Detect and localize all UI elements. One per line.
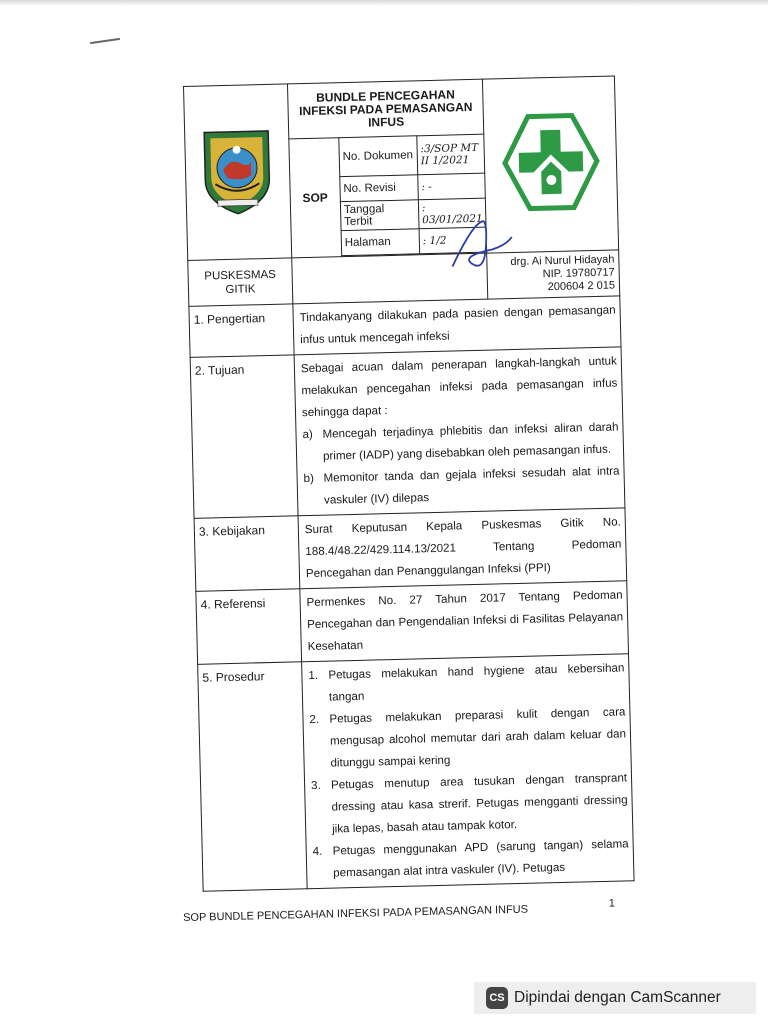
tanggal-terbit-label: Tanggal Terbit	[340, 200, 419, 231]
tujuan-list	[302, 416, 620, 512]
puskesmas-cross-icon	[499, 111, 601, 213]
signature-area	[292, 253, 489, 304]
signatory-nip-cont: 200604 2 015	[547, 279, 616, 294]
camscanner-badge	[474, 982, 756, 1014]
section-label-tujuan: 2. Tujuan	[190, 355, 298, 518]
tanggal-terbit-value: : 03/01/2021	[418, 198, 486, 229]
section-kebijakan	[298, 508, 627, 589]
list-item: b) Memonitor tanda dan gejala infeksi sesudah alat intra vaskuler (IV) dilepas	[303, 464, 620, 507]
no-dokumen-value: :3/SOP MT II 1/2021	[417, 134, 485, 175]
section-tujuan	[294, 347, 625, 516]
list-item: 4. Petugas menggunakan APD (sarung tangan) selama pemasangan alat intra vaskuler (IV). Petugas	[312, 837, 629, 880]
camscanner-text: Dipindai dengan CamScanner	[514, 989, 721, 1006]
section-pengertian	[293, 296, 621, 355]
footer-title: SOP BUNDLE PENCEGAHAN INFEKSI PADA PEMASANGAN INFUS	[183, 903, 529, 924]
section-label-prosedur: 5. Prosedur	[198, 662, 307, 891]
kebijakan-text: Surat Keputusan Kepala Puskesmas Gitik No. 188.4/48.22/429.114.13/2021 Tentang Pedoman Pencegahan dan Penanggulangan Infeksi (PPI)	[304, 515, 622, 581]
halaman-label: Halaman	[341, 229, 420, 256]
signatory-nip: NIP. 19780717	[542, 266, 615, 281]
pen-mark	[90, 38, 120, 44]
sop-title: BUNDLE PENCEGAHAN INFEKSI PADA PEMASANGAN INFUS	[287, 79, 484, 139]
regency-emblem-cell	[184, 84, 292, 260]
top-shadow	[0, 0, 768, 6]
section-label-pengertian: 1. Pengertian	[189, 304, 294, 358]
regency-emblem-icon	[196, 121, 278, 219]
signatory-name: drg. Ai Nurul Hidayah	[510, 253, 615, 269]
referensi-text: Permenkes No. 27 Tahun 2017 Tentang Pedoman Pencegahan dan Pengendalian Infeksi di Fasilitas Pelayanan Kesehatan	[306, 588, 624, 654]
section-referensi	[300, 581, 629, 662]
pengertian-text: Tindakanyang dilakukan pada pasien dengan pemasangan infus untuk mencegah infeksi	[299, 303, 616, 347]
page-number: 1	[608, 897, 616, 910]
no-dokumen-label: No. Dokumen	[339, 136, 418, 177]
no-revisi-label: No. Revisi	[340, 175, 419, 202]
sop-document	[183, 75, 635, 891]
puskesmas-name: PUSKESMAS GITIK	[188, 258, 293, 307]
list-item: a) Mencegah terjadinya phlebitis dan infeksi aliran darah primer (IADP) yang disebabkan oleh pemasangan infus.	[302, 420, 619, 463]
list-item: 3. Petugas menutup area tusukan dengan transprant dressing atau kasa strerif. Petugas mengganti dressing jika lepas, basah atau tampak kotor.	[310, 771, 628, 836]
page-footer	[183, 897, 616, 924]
sop-table	[183, 75, 635, 891]
list-item: 2. Petugas melakukan preparasi kulit dengan cara mengusap alcohol memutar dari arah dalam keluar dan ditunggu sampai kering	[309, 705, 627, 770]
section-prosedur	[302, 654, 635, 889]
camscanner-icon: CS	[486, 987, 508, 1009]
halaman-value: : 1/2	[419, 227, 487, 254]
section-label-kebijakan: 3. Kebijakan	[194, 516, 300, 592]
section-label-referensi: 4. Referensi	[196, 589, 302, 665]
sop-label: SOP	[289, 138, 342, 258]
no-revisi-value: : -	[418, 173, 486, 200]
signature-icon	[441, 215, 522, 277]
prosedur-list	[308, 657, 629, 885]
list-item: 1. Petugas melakukan hand hygiene atau kebersihan tangan	[308, 661, 625, 704]
tujuan-intro: Sebagai acuan dalam penerapan langkah-langkah untuk melakukan pencegahan infeksi pada pemasangan infus sehingga dapat :	[300, 354, 618, 420]
